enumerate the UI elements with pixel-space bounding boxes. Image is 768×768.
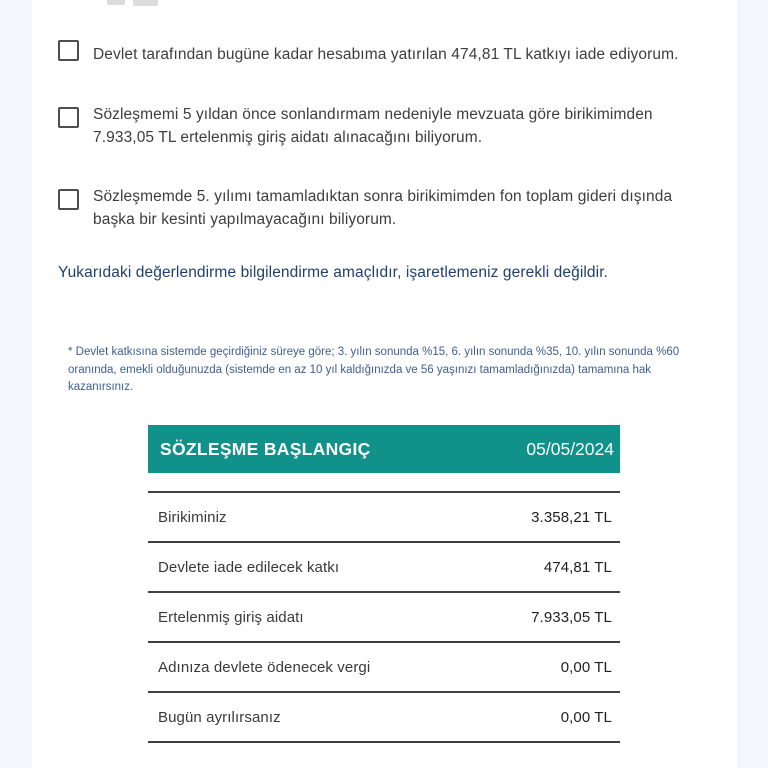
table-row	[148, 543, 620, 593]
checkbox-no-other-deduction[interactable]	[58, 189, 79, 210]
clipped-top-element	[107, 0, 125, 5]
row-value: 0,00 TL	[560, 708, 612, 726]
checkbox-label: Sözleşmemi 5 yıldan önce sonlandırmam nedeniyle mevzuata göre birikimimden 7.933,05 TL ertelenmiş giriş aidatı alınacağını biliyorum.	[93, 106, 653, 146]
contract-start-date: 05/05/2024	[526, 438, 614, 459]
row-value: 474,81 TL	[543, 558, 612, 576]
checkbox-label: Devlet tarafından bugüne kadar hesabıma yatırılan 474,81 TL katkıyı iade ediyorum.	[93, 46, 679, 63]
row-label: Ertelenmiş giriş aidatı	[158, 608, 304, 626]
row-label: Adınıza devlete ödenecek vergi	[158, 658, 371, 676]
table-header	[148, 425, 620, 473]
row-value: 3.358,21 TL	[531, 508, 612, 526]
table-row	[148, 643, 620, 693]
contract-summary-table	[148, 425, 620, 743]
checkbox-refund-state-contribution[interactable]	[58, 40, 79, 61]
table-header-title: SÖZLEŞME BAŞLANGIÇ	[160, 438, 371, 459]
row-value: 7.933,05 TL	[531, 608, 612, 626]
row-label: Bugün ayrılırsanız	[158, 708, 281, 726]
table-rows	[148, 491, 620, 743]
state-contribution-footnote: * Devlet katkısına sistemde geçirdiğiniz süreye göre; 3. yılın sonunda %15, 6. yılın sonunda %35, 10. yılın sonunda %60 oranında, emekli olduğunuzda (sistemde en az 10 yıl kaldığınızda ve 56 yaşınızı tamamladığınızda) tamamına hak kazanırsınız.	[68, 346, 680, 393]
row-label: Devlete iade edilecek katkı	[158, 558, 340, 576]
checkbox-deferred-entry-fee[interactable]	[58, 107, 79, 128]
table-row	[148, 493, 620, 543]
info-note: Yukarıdaki değerlendirme bilgilendirme amaçlıdır, işaretlemeniz gerekli değildir.	[58, 264, 609, 281]
row-value: 0,00 TL	[560, 658, 612, 676]
table-row	[148, 693, 620, 743]
checkbox-label: Sözleşmemde 5. yılımı tamamladıktan sonra birikimimden fon toplam gideri dışında başka bir kesinti yapılmayacağını biliyorum.	[93, 188, 673, 228]
clipped-top-element	[133, 0, 158, 6]
table-row	[148, 593, 620, 643]
row-label: Birikiminiz	[158, 508, 227, 526]
